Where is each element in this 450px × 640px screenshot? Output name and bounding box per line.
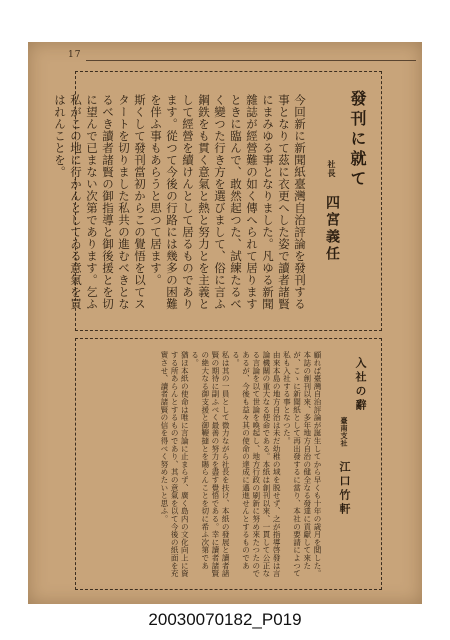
article2-paragraph: 私は其の一員として微力ながら社長を扶け、本紙の發展と讀者諸賢の期待に副ふべく最善の努力を盡す覺悟である。幸に讀者諸賢の絶大なる御支援と御鞭撻とを賜らんことを切に希ふ次第である。 (190, 351, 231, 578)
header-rule (86, 60, 416, 61)
article1-title: 發刊に就て (348, 90, 367, 190)
article1-paragraph: 斯くして發刊當初からこの覺悟を以てスタートを切りました私共の進むべきとなるべき讀者諸賢の御指導と御後援とを切に望んで已まない次第であります。乞ふ私がこの地に行かんとしてゐる意氣を買はれんことを。 (53, 94, 147, 310)
page-number: 17 (68, 50, 82, 60)
article-nyusha (75, 338, 382, 590)
article1-body (53, 94, 308, 319)
article1-author-role: 社長 (327, 160, 337, 178)
article2-author (336, 417, 352, 517)
article1-paragraph: 今回新に新聞紙臺灣自治評論を發刊する事となりて茲に衣更へした姿で讀者諸賢にまみゆる事となりました。凡ゆる新聞雜誌が經營難の如く傳へられて居りますときに臨んで、敢然起つた、試練たるべく變つた行き方を選びまして、俗に言ふ鋼鉄をも貫く意氣と熱と努力とを主義として經營を續けんとして居るものであります。從つて今後の行路には幾多の困難を伴ふ事もあらうと思つて居ます。 (149, 94, 307, 310)
image-caption: 20030070182_P019 (148, 610, 302, 629)
article2-body (86, 351, 322, 579)
article-hakkan (53, 71, 382, 331)
article2-author-name: 江口竹軒 (338, 461, 351, 517)
article1-author-name: 四宮義任 (324, 195, 340, 263)
article2-paragraph: 顧れば臺灣自治評論が誕生してから早くも十年の歳月を閲した。本誌の創刊以來、多年地方自治の健全なる發達に貢獻して來たが、こゝに新聞紙として再出發するに當り、本社の要請によつて私も入社する事となつた。 (282, 351, 322, 578)
article2-author-role: 臺南支社 (340, 417, 349, 447)
article1-author (322, 160, 342, 263)
article2-paragraph: 猶ほ本紙の使命は唯に言論に止まらず、廣く島内の文化向上に資する所あらんとするものであり、其の意氣を以て今後の紙面を充實させ、讀者諸賢の信を得べく努めたいと思ふ。 (159, 351, 190, 578)
document-page (28, 42, 422, 604)
article2-title: 入社の辭 (354, 357, 367, 413)
article2-paragraph: 由來本島の地方自治は未だ幼稚の域を脱せず、之が指導啓發は言論機關の重大なる使命である。本紙は創刊以來、一貫して公正なる言論を以て世論を喚起し、地方行政の刷新に努め來たつたのであるが、今後も益々其の使命の達成に邁進せんとするものである。 (231, 351, 282, 578)
